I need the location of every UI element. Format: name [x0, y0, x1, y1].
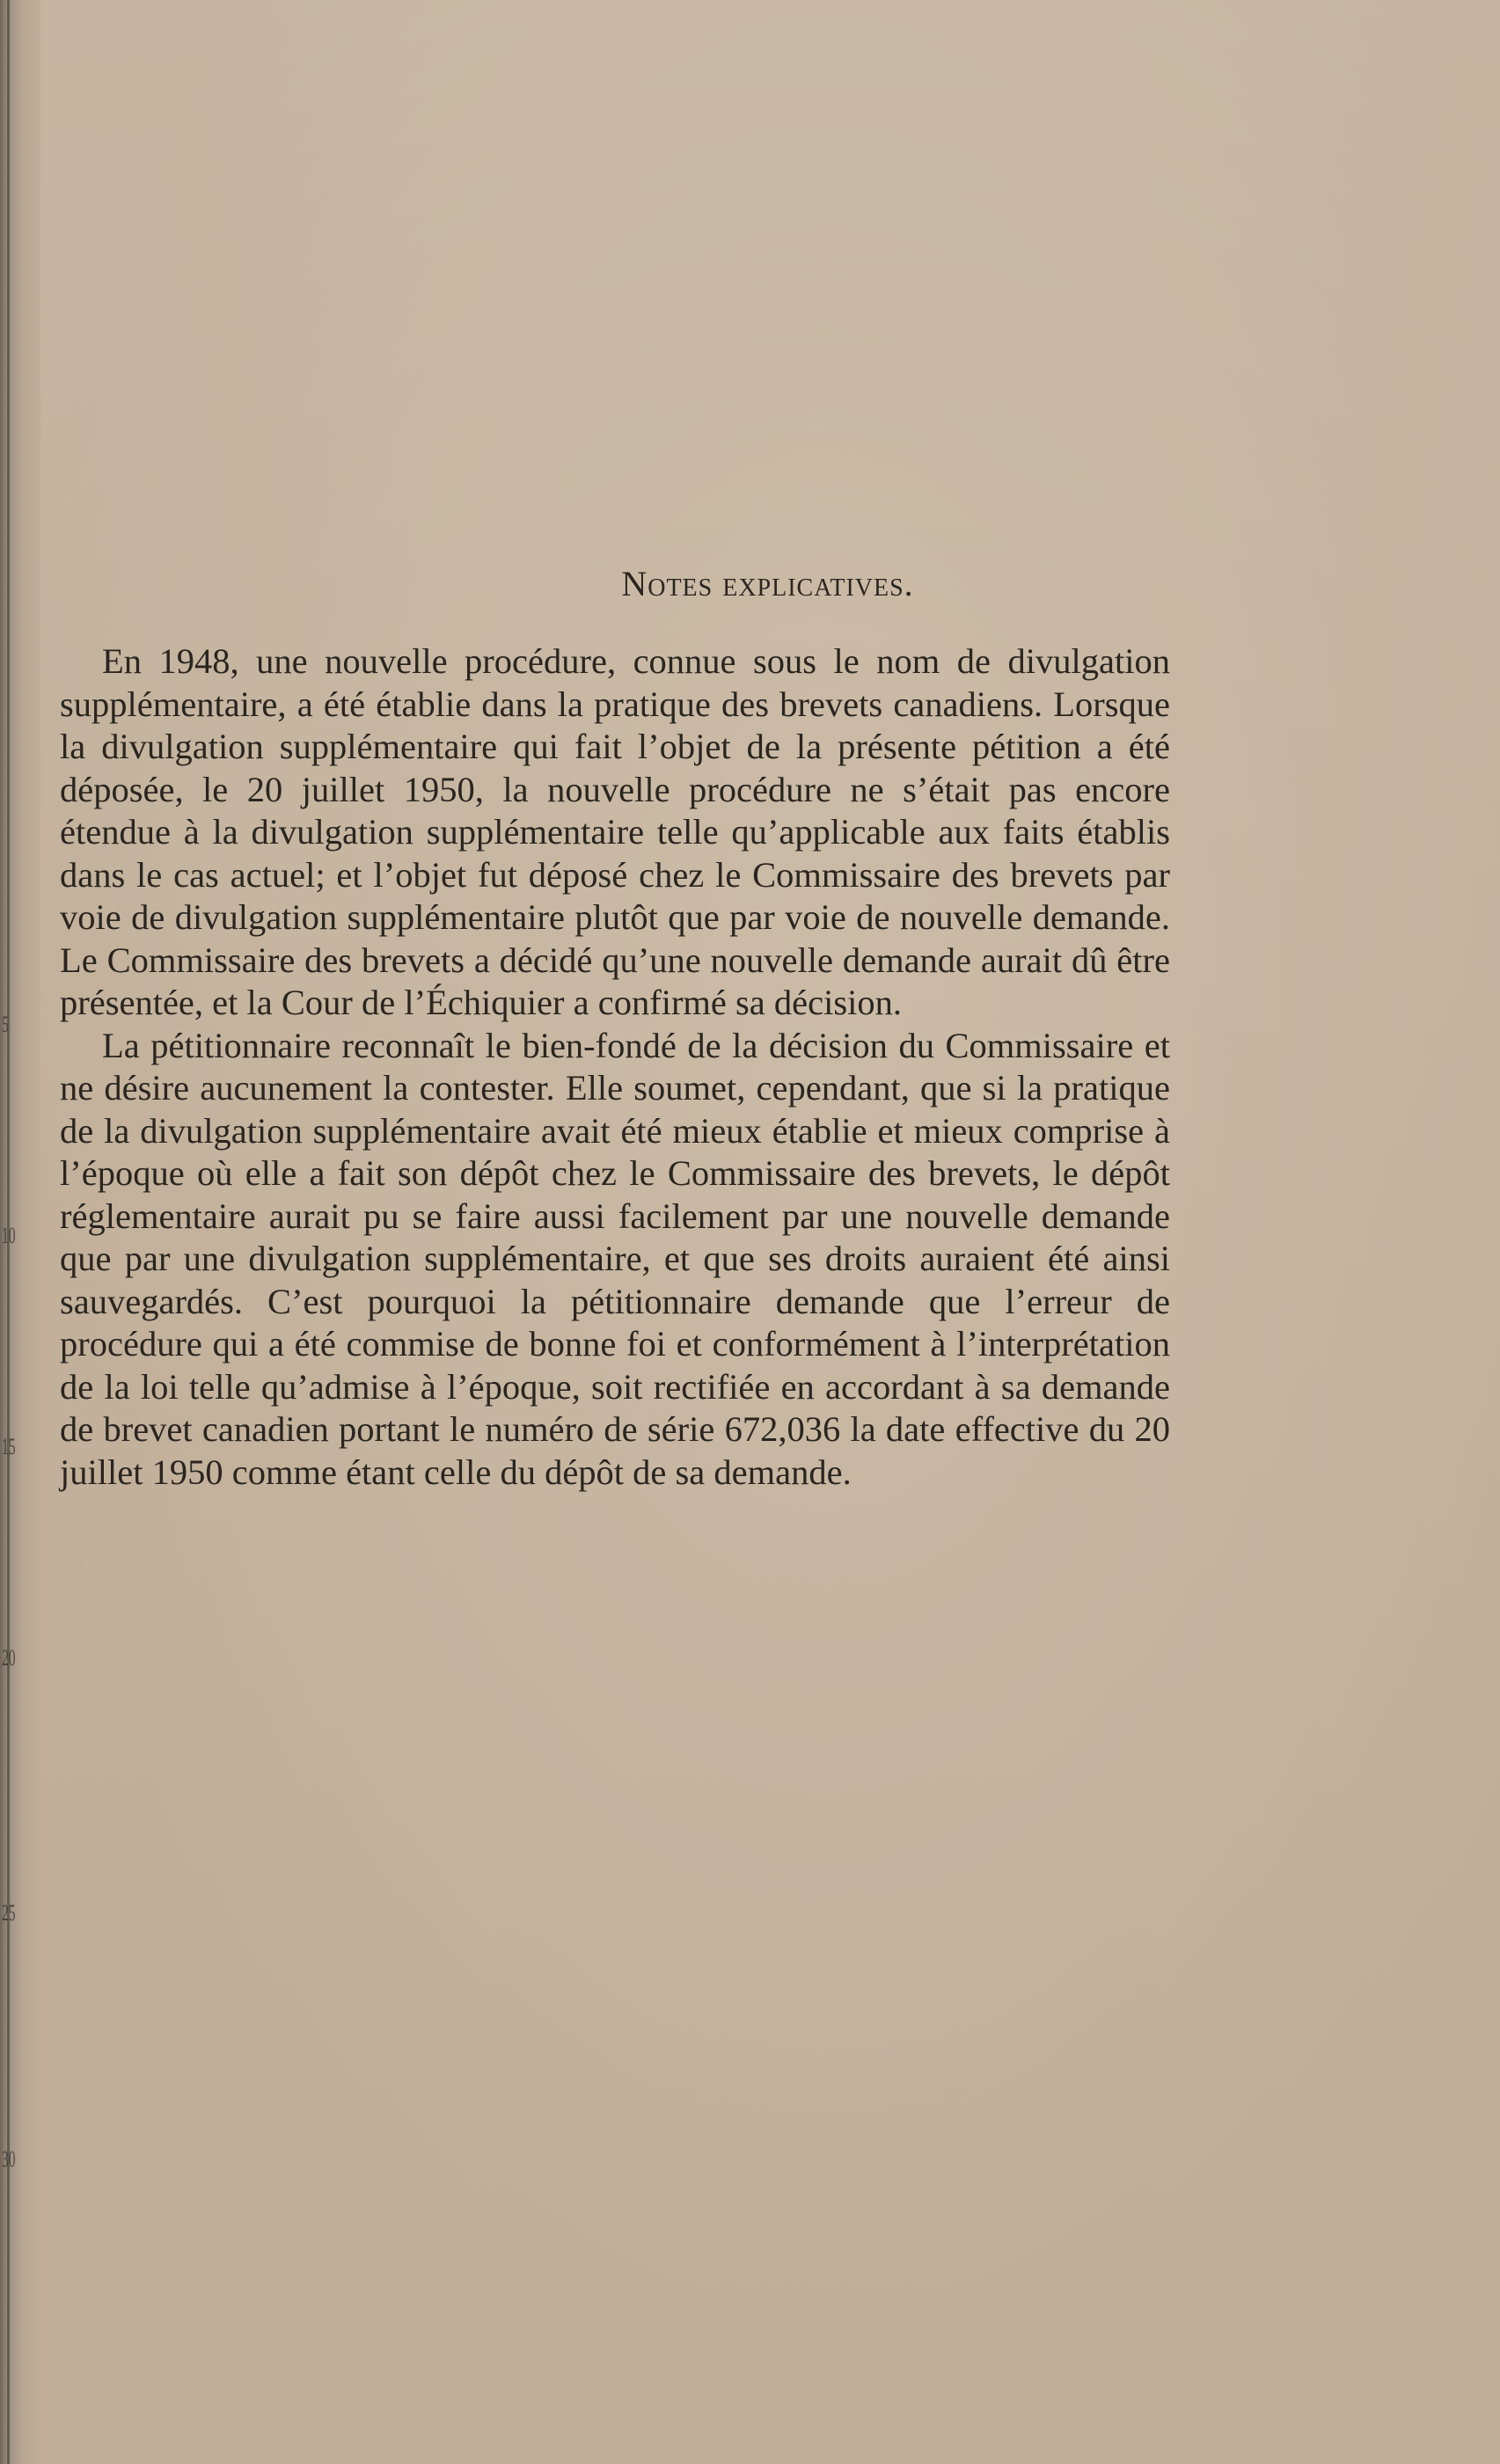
heading-initial: N [621, 564, 648, 603]
paragraph: La pétitionnaire reconnaît le bien-fondé de la décision du Commissaire et ne désire aucunement la contester. Elle soumet, cependant, que si la pratique de la divulgation supplémentaire avait été mieux établie et mieux comprise à l’époque où elle a fait son dépôt chez le Commissaire des brevets, le dépôt réglementaire aurait pu se faire aussi facilement par une nouvelle demande que par une divulgation supplémentaire, et que ses droits auraient été ainsi sauvegardés. C’est pourquoi la pétitionnaire demande que l’erreur de procédure qui a été commise de bonne foi et conformément à l’interprétation de la loi telle qu’admise à l’époque, soit rectifiée en accordant à sa demande de brevet canadien portant le numéro de série 672,036 la date effective du 20 juillet 1950 comme étant celle du dépôt de sa demande. [60, 1025, 1170, 1492]
margin-line-number: 15 [2, 1434, 16, 1459]
margin-line-number: 25 [2, 1900, 16, 1926]
margin-line-number: 20 [2, 1645, 16, 1671]
margin-line-number: 5 [2, 1012, 9, 1037]
margin-line-number: 30 [2, 2146, 16, 2172]
body-text [60, 640, 1170, 1494]
page-heading [0, 563, 1500, 604]
paragraph: En 1948, une nouvelle procédure, connue sous le nom de divulgation supplémentaire, a été établie dans la pratique des brevets canadiens. Lorsque la divulgation supplémentaire qui fait l’objet de la présente pétition a été déposée, le 20 juillet 1950, la nouvelle procédure ne s’était pas encore étendue à la divulgation supplémentaire telle qu’applicable aux faits établis dans le cas actuel; et l’objet fut déposé chez le Commissaire des brevets par voie de divulgation supplémentaire plutôt que par voie de nouvelle demande. Le Commissaire des brevets a décidé qu’une nouvelle demande aurait dû être présentée, et la Cour de l’Échiquier a confirmé sa décision. [60, 641, 1170, 1022]
margin-line-number: 10 [2, 1223, 16, 1248]
heading-rest: otes explicatives. [648, 564, 914, 603]
